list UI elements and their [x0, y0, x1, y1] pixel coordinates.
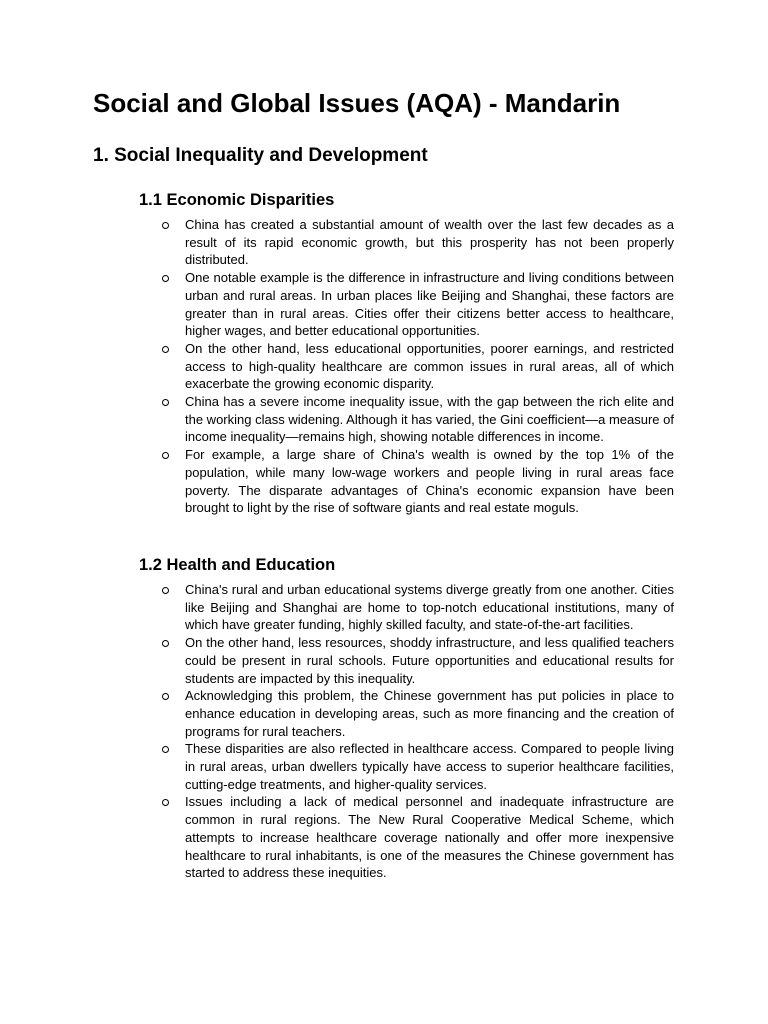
- list-item-text: For example, a large share of China's wealth is owned by the top 1% of the population, while many low-wage workers and people living in rural areas face poverty. The disparate advantages of China's economic expansion have been brought to light by the rise of software giants and real estate moguls.: [185, 447, 674, 516]
- list-item: [162, 687, 674, 740]
- list-item-text: China has a severe income inequality issue, with the gap between the rich elite and the working class widening. Although it has varied, the Gini coefficient—a measure of income inequality—remains high, showing notable differences in income.: [185, 394, 674, 445]
- list-item-text: Acknowledging this problem, the Chinese government has put policies in place to enhance education in developing areas, such as more financing and the creation of programs for rural teachers.: [185, 688, 674, 739]
- hollow-bullet-icon: [162, 587, 169, 594]
- list-item: [162, 581, 674, 634]
- list-item: [162, 216, 674, 269]
- list-item: [162, 393, 674, 446]
- subsection-heading-economic-disparities: 1.1 Economic Disparities: [139, 191, 335, 209]
- document-title: Social and Global Issues (AQA) - Mandarin: [93, 88, 621, 118]
- hollow-bullet-icon: [162, 275, 169, 282]
- list-item-text: On the other hand, less educational opportunities, poorer earnings, and restricted access to high-quality healthcare are common issues in rural areas, all of which exacerbate the growing economic disparity.: [185, 340, 674, 392]
- economic-disparities-list: [162, 216, 674, 517]
- list-item: [162, 634, 674, 687]
- list-item-text: These disparities are also reflected in healthcare access. Compared to people living in rural areas, urban dwellers typically have access to superior healthcare facilities, cutting-edge treatments, and higher-quality services.: [185, 741, 674, 792]
- hollow-bullet-icon: [162, 346, 169, 353]
- list-item: [162, 340, 674, 393]
- hollow-bullet-icon: [162, 693, 169, 700]
- hollow-bullet-icon: [162, 399, 169, 406]
- health-and-education-list: [162, 581, 674, 882]
- list-item-text: China's rural and urban educational systems diverge greatly from one another. Cities like Beijing and Shanghai are home to top-notch educational institutions, many of which have greater funding, highly skilled faculty, and state-of-the-art facilities.: [185, 582, 674, 633]
- subsection-heading-health-and-education: 1.2 Health and Education: [139, 556, 336, 574]
- list-item-text: One notable example is the difference in infrastructure and living conditions between urban and rural areas. In urban places like Beijing and Shanghai, these factors are greater than in rural areas. Cities offer their citizens better access to healthcare, higher wages, and better educational opportunities.: [185, 270, 674, 339]
- list-item-text: Issues including a lack of medical personnel and inadequate infrastructure are common in rural regions. The New Rural Cooperative Medical Scheme, which attempts to increase healthcare coverage nationally and offer more inexpensive healthcare to rural inhabitants, is one of the measures the Chinese government has started to address these inequities.: [185, 794, 674, 881]
- list-item: [162, 269, 674, 340]
- hollow-bullet-icon: [162, 746, 169, 753]
- list-item: [162, 446, 674, 517]
- section-heading: 1. Social Inequality and Development: [93, 145, 428, 166]
- hollow-bullet-icon: [162, 452, 169, 459]
- list-item-text: On the other hand, less resources, shoddy infrastructure, and less qualified teachers could be present in rural schools. Future opportunities and educational results for students are impacted by this inequality.: [185, 635, 674, 686]
- list-item: [162, 793, 674, 882]
- hollow-bullet-icon: [162, 222, 169, 229]
- list-item: [162, 740, 674, 793]
- hollow-bullet-icon: [162, 640, 169, 647]
- hollow-bullet-icon: [162, 799, 169, 806]
- list-item-text: China has created a substantial amount of wealth over the last few decades as a result of its rapid economic growth, but this prosperity has not been properly distributed.: [185, 217, 674, 268]
